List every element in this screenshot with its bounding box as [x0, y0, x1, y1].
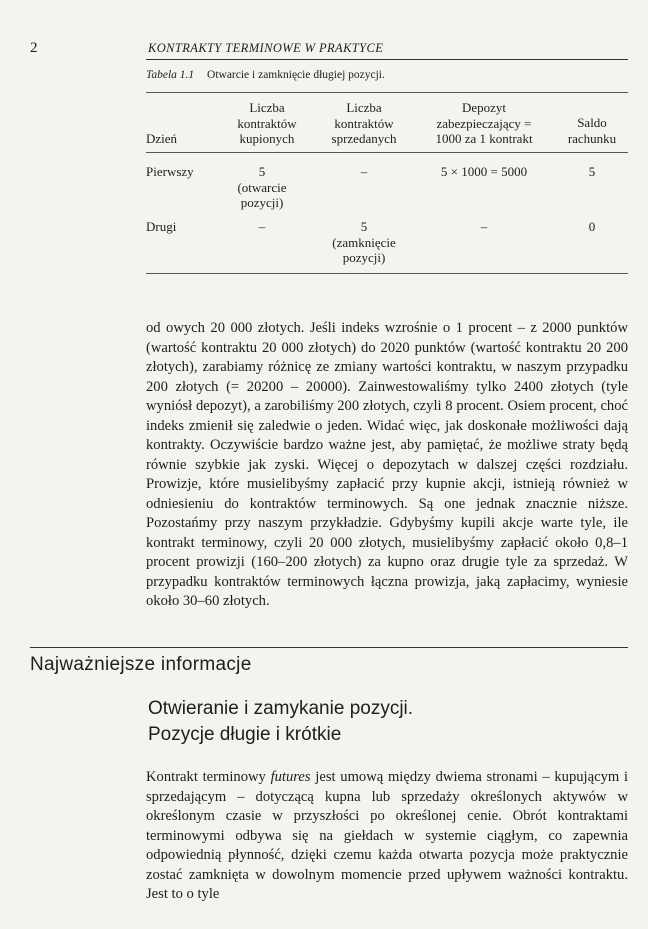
table-caption-text: Otwarcie i zamknięcie długiej pozycji.: [207, 69, 385, 81]
table-row2-day: Drugi: [146, 219, 177, 234]
table-row2-sold: 5 (zamknięcie pozycji): [332, 219, 396, 265]
table-header-deposit: Depozyt zabezpieczający = 1000 za 1 kontrakt: [435, 100, 533, 146]
table-top-rule: [146, 92, 628, 93]
page-number: 2: [30, 40, 38, 56]
table-row2-deposit: –: [480, 219, 488, 234]
body-paragraph-1: od owych 20 000 złotych. Jeśli indeks wzrośnie o 1 procent – z 2000 punktów (wartość kontraktu 20 000 złotych) do 2020 punktów (wartość kontraktu 20 200 złotych), zarabiamy różnicę ze zmiany wartości kontraktu, w naszym przypadku 200 złotych (= 20200 – 20000). Zainwestowaliśmy tylko 2400 złotych (tyle wyniósł depozyt), a zarobiliśmy 200 złotych, czyli 8 procent. Osiem procent, choć indeks zmienił się zaledwie o jeden. Widać więc, jak doskonałe możliwości dają kontrakty. Oczywiście bardzo ważne jest, aby pamiętać, że możliwe straty będą równie szybkie jak zyski. Więcej o depozytach w dalszej części rozdziału. Prowizje, które musielibyśmy zapłacić przy kupnie akcji, istnieją również w odniesieniu do kontraktów terminowych. Są one jednak znacznie niższe. Pozostańmy przy naszym przykładzie. Gdybyśmy kupili akcje warte tyle, ile kontrakt terminowy, czyli 20 000 złotych, musielibyśmy zapłacić około 0,8–1 procent prowizji (160–200 złotych) za kupno oraz drugie tyle za sprzedaż. W przypadku kontraktów terminowych łączna prowizja, jaką zapłacimy, wyniesie około 30–60 złotych.: [146, 320, 628, 609]
table-header-sold: Liczba kontraktów sprzedanych: [331, 100, 397, 146]
table-row2-bought: –: [258, 219, 266, 234]
table-header-rule: [146, 152, 628, 153]
table-row1-day: Pierwszy: [146, 164, 194, 179]
table-row1-deposit: 5 × 1000 = 5000: [440, 164, 528, 179]
italic-term: futures: [270, 769, 311, 785]
section-rule: [30, 647, 628, 648]
table-row2-balance: 0: [588, 219, 596, 234]
table-bottom-rule: [146, 273, 628, 274]
table-header-balance: Saldo rachunku: [567, 115, 617, 146]
table-row1-balance: 5: [588, 164, 596, 179]
header-rule: [146, 59, 628, 60]
section-heading: Najważniejsze informacje: [30, 654, 252, 675]
table-row1-bought: 5 (otwarcie pozycji): [237, 164, 287, 210]
table-caption-label: Tabela 1.1: [146, 69, 195, 81]
running-head: KONTRAKTY TERMINOWE W PRAKTYCE: [148, 41, 384, 55]
table-caption: [146, 69, 385, 81]
body-paragraph-2: Kontrakt terminowy futures jest umową między dwiema stronami – kupującym i sprzedającym – dotyczącą kupna lub sprzedaży określonych aktywów w określonym czasie w przyszłości po określonej cenie. Obrót kontraktami terminowymi odbywa się na giełdach w systemie ciągłym, co zapewnia odpowiednią płynność, dzięki czemu każda otwarta pozycja może praktycznie zostać zamknięta w dowolnym momencie przed upływem ważności kontraktu. Jest to o tyle: [146, 769, 628, 902]
table-header-bought: Liczba kontraktów kupionych: [237, 100, 297, 146]
table-row1-sold: –: [360, 164, 368, 179]
sub-heading: Otwieranie i zamykanie pozycji. Pozycje długie i krótkie: [148, 698, 414, 745]
table-header-day: Dzień: [146, 131, 178, 146]
